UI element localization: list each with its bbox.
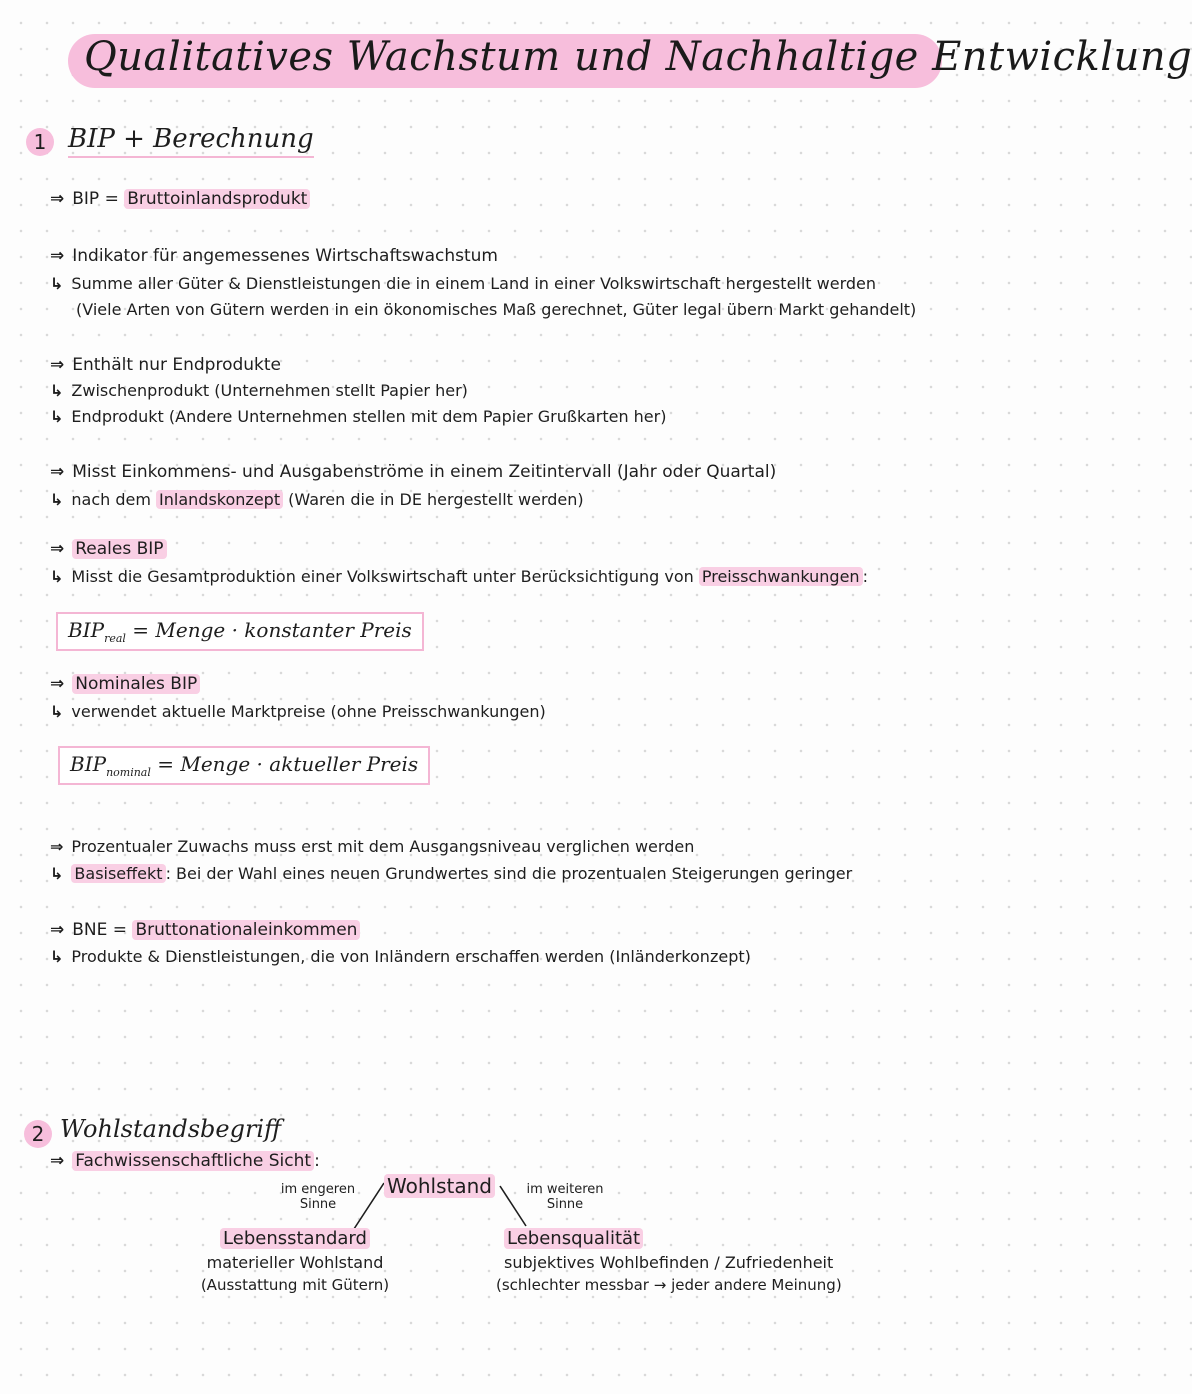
measure-sub-1: ↳ nach dem Inlandskonzept (Waren die in DE hergestellt werden): [50, 490, 584, 509]
left-tag: im engeren Sinne: [280, 1182, 356, 1212]
lebensqualitaet-head: Lebensqualität: [504, 1228, 643, 1249]
preisschwankungen-term: Preisschwankungen: [699, 567, 863, 586]
lebensstandard-head: Lebensstandard: [220, 1228, 370, 1249]
nominal-bip-term: Nominales BIP: [72, 674, 200, 694]
section-1-number: 1: [26, 128, 54, 156]
bne-sub-1: ↳ Produkte & Dienstleistungen, die von Inländern erschaffen werden (Inländerkonzept): [50, 947, 751, 966]
indicator-line: ⇒ Indikator für angemessenes Wirtschaftswachstum: [50, 246, 498, 266]
fachwissenschaftliche-sicht: Fachwissenschaftliche Sicht: [72, 1151, 314, 1171]
percent-line: ⇒ Prozentualer Zuwachs muss erst mit dem Ausgangsniveau verglichen werden: [50, 837, 695, 856]
sub-arrow-icon: ↳: [50, 274, 64, 293]
nominal-bip-formula: $BIP_{nominal}$ = Menge · aktueller Preis: [58, 746, 430, 785]
basiseffekt-term: Basiseffekt: [71, 864, 165, 883]
wohlstand-center: Wohlstand: [384, 1174, 495, 1198]
section-1-title: BIP + Berechnung: [68, 124, 314, 158]
implies-arrow-icon: ⇒: [50, 674, 65, 694]
bne-term: Bruttonationaleinkommen: [132, 920, 360, 940]
sub-arrow-icon: ↳: [50, 490, 64, 509]
lebensstandard-line-1: materieller Wohlstand: [206, 1253, 384, 1272]
lebensstandard-block: [178, 1228, 412, 1294]
page-title: Qualitatives Wachstum und Nachhaltige Entwicklung: [84, 34, 1192, 80]
real-bip-sub-1: ↳ Misst die Gesamtproduktion einer Volkswirtschaft unter Berücksichtigung von Preisschwankungen :: [50, 567, 868, 586]
real-bip-formula: $BIP_{real}$ = Menge · konstanter Preis: [56, 612, 424, 651]
bip-term: Bruttoinlandsprodukt: [124, 189, 310, 209]
right-tag: im weiteren Sinne: [526, 1182, 604, 1212]
sub-arrow-icon: ↳: [50, 864, 64, 883]
endproducts-sub-2: ↳ Endprodukt (Andere Unternehmen stellen mit dem Papier Grußkarten her): [50, 407, 667, 426]
section-2-title: Wohlstandsbegriff: [60, 1115, 282, 1143]
sub-arrow-icon: ↳: [50, 567, 64, 586]
implies-arrow-icon: ⇒: [50, 246, 65, 266]
implies-arrow-icon: ⇒: [50, 189, 65, 209]
sub-arrow-icon: ↳: [50, 702, 64, 721]
section-2-sub: ⇒ Fachwissenschaftliche Sicht :: [50, 1151, 320, 1171]
inlandskonzept-term: Inlandskonzept: [156, 490, 283, 509]
implies-arrow-icon: ⇒: [50, 539, 65, 559]
endproducts-line: ⇒ Enthält nur Endprodukte: [50, 355, 282, 375]
real-bip-term: Reales BIP: [72, 539, 166, 559]
sub-arrow-icon: ↳: [50, 947, 64, 966]
lebensqualitaet-line-2: (schlechter messbar → jeder andere Meinung): [496, 1276, 842, 1294]
lebensstandard-line-2: (Ausstattung mit Gütern): [200, 1276, 390, 1294]
bip-definition: ⇒ BIP = Bruttoinlandsprodukt: [50, 188, 310, 210]
bne-line: ⇒ BNE = Bruttonationaleinkommen: [50, 919, 360, 941]
sub-arrow-icon: ↳: [50, 381, 64, 400]
percent-sub-1: ↳ Basiseffekt : Bei der Wahl eines neuen Grundwertes sind die prozentualen Steigerungen geringer: [50, 864, 853, 883]
implies-arrow-icon: ⇒: [50, 920, 65, 940]
indicator-sub-1: ↳ Summe aller Güter & Dienstleistungen die in einem Land in einer Volkswirtschaft hergestellt werden: [50, 274, 877, 293]
nominal-bip-sub-1: ↳ verwendet aktuelle Marktpreise (ohne Preisschwankungen): [50, 702, 546, 721]
sub-arrow-icon: ↳: [50, 407, 64, 426]
measure-line: ⇒ Misst Einkommens- und Ausgabenströme in einem Zeitintervall (Jahr oder Quartal): [50, 462, 777, 482]
lebensqualitaet-block: [496, 1228, 842, 1294]
implies-arrow-icon: ⇒: [50, 355, 65, 375]
implies-arrow-icon: ⇒: [50, 1151, 65, 1171]
endproducts-sub-1: ↳ Zwischenprodukt (Unternehmen stellt Papier her): [50, 381, 468, 400]
lebensqualitaet-line-1: subjektives Wohlbefinden / Zufriedenheit: [504, 1253, 834, 1272]
indicator-sub-2: (Viele Arten von Gütern werden in ein ökonomisches Maß gerechnet, Güter legal übern Markt gehandelt): [76, 300, 917, 319]
implies-arrow-icon: ⇒: [50, 462, 65, 482]
section-2-number: 2: [24, 1120, 52, 1148]
implies-arrow-icon: ⇒: [50, 837, 64, 856]
